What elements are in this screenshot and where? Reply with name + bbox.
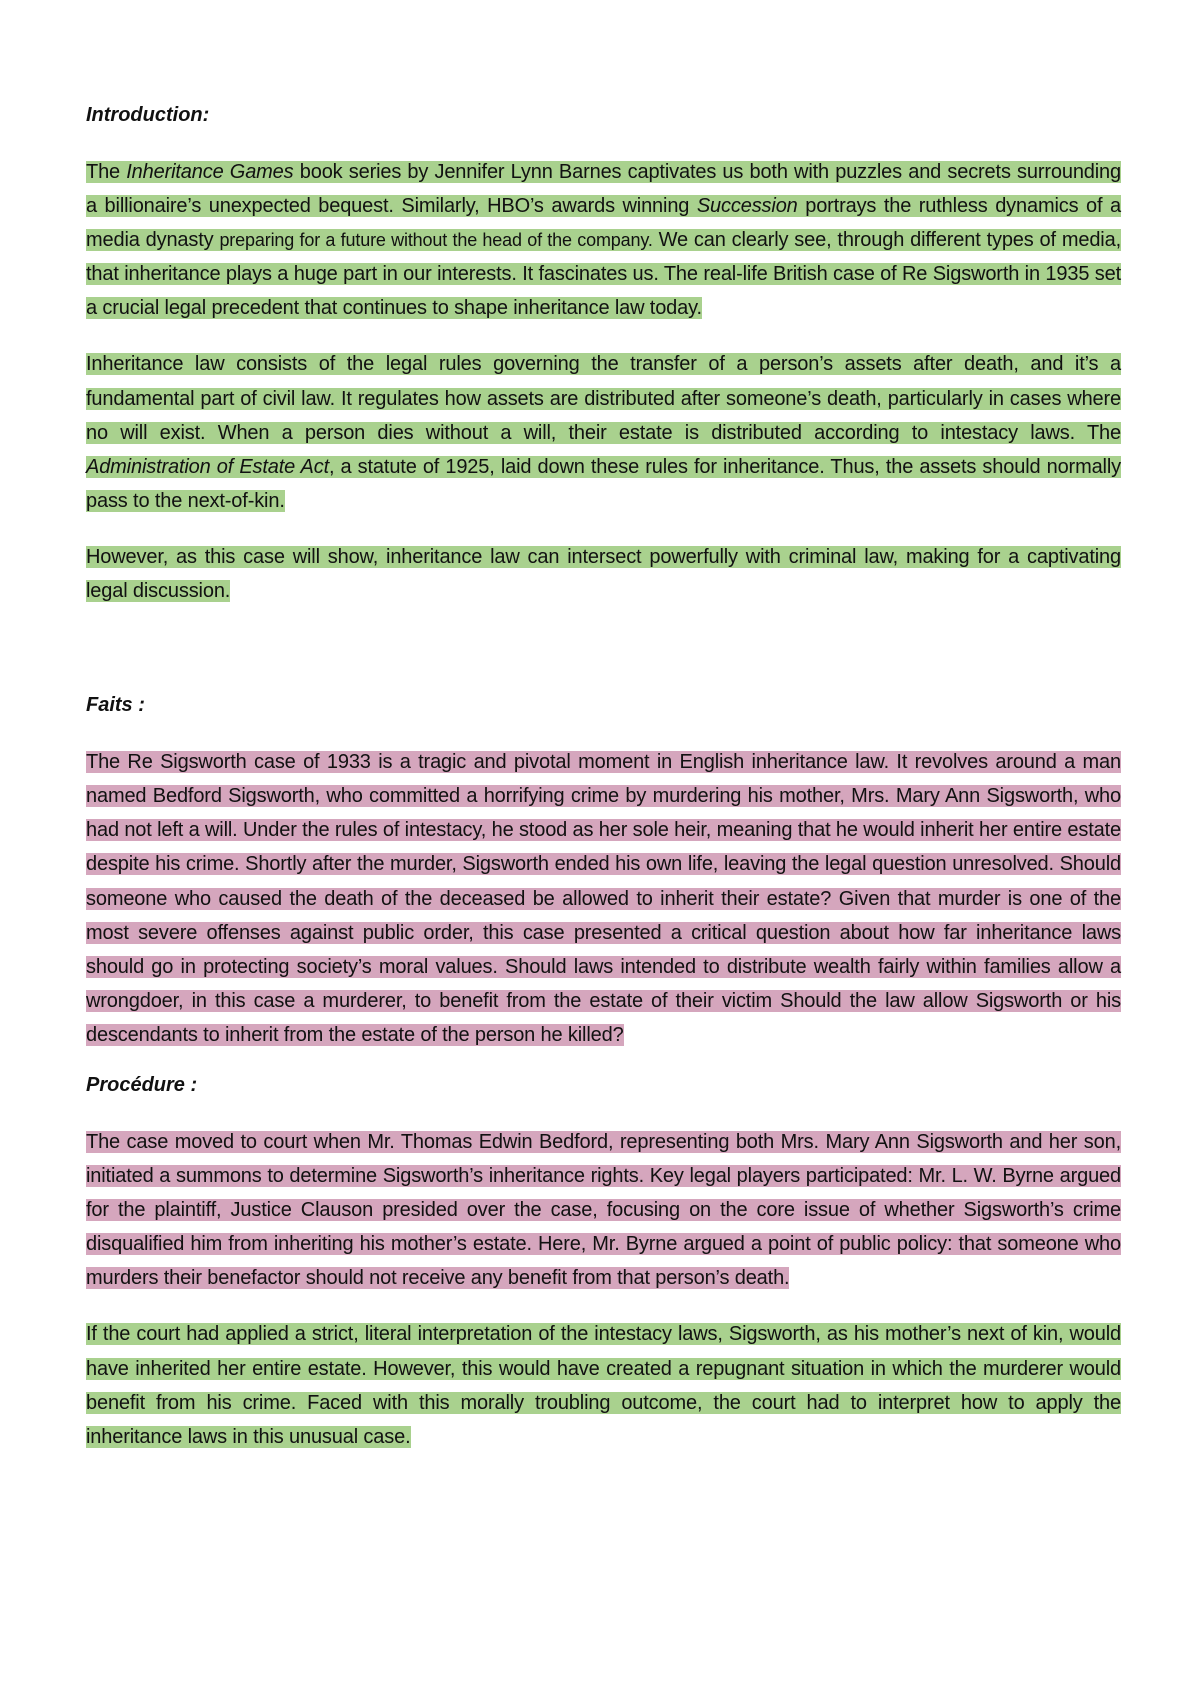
text-run-small: preparing for a future without the head of the company. bbox=[219, 230, 653, 251]
text-run: portrays the ruthless dynamics of a media dynasty bbox=[86, 195, 1121, 252]
text-run: We can clearly see, through different types of media, that inheritance plays a huge part in our interests. It fascinates us. The real-life British case of Re Sigsworth in 1935 set a crucial legal precedent that continues to shape inheritance law today. bbox=[86, 229, 1121, 320]
highlight bbox=[86, 353, 1121, 511]
procedure-heading: Procédure : bbox=[86, 1073, 198, 1096]
highlight: However, as this case will show, inheritance law can intersect powerfully with criminal law, making for a captivating legal discussion. bbox=[86, 545, 1121, 603]
highlight: The Re Sigsworth case of 1933 is a tragic and pivotal moment in English inheritance law. It revolves around a man named Bedford Sigsworth, who committed a horrifying crime by murdering his mother, Mrs. Mary Ann Sigsworth, who had not left a will. Under the rules of intestacy, he stood as her sole heir, meaning that he would inherit her entire estate despite his crime. Shortly after the murder, Sigsworth ended his own life, leaving the legal question unresolved. Should someone who caused the death of the deceased be allowed to inherit their estate? Given that murder is one of the most severe offenses against public order, this case presented a critical question about how far inheritance laws should go in protecting society’s moral values. Should laws intended to distribute wealth fairly within families allow a wrongdoer, in this case a murderer, to benefit from the estate of their victim Should the law allow Sigsworth or his descendants to inherit from the estate of the person he killed? bbox=[86, 751, 1121, 1046]
procedure-paragraph-1 bbox=[86, 1125, 1121, 1295]
faits-paragraph-1 bbox=[86, 745, 1121, 1052]
introduction-paragraph-3 bbox=[86, 540, 1121, 608]
introduction-paragraph-1 bbox=[86, 155, 1121, 325]
text-run: , a statute of 1925, laid down these rules for inheritance. Thus, the assets should normally pass to the next-of-kin. bbox=[86, 455, 1121, 512]
book-title: Inheritance Games bbox=[126, 161, 294, 183]
text-run: Inheritance law consists of the legal rules governing the transfer of a person’s assets after death, and it’s a fundamental part of civil law. It regulates how assets are distributed after someone’s death, particularly in cases where no will exist. When a person dies without a will, their estate is distributed according to intestacy laws. The bbox=[86, 353, 1121, 444]
faits-heading: Faits : bbox=[86, 694, 145, 717]
highlight: The case moved to court when Mr. Thomas Edwin Bedford, representing both Mrs. Mary Ann Sigsworth and her son, initiated a summons to determine Sigsworth’s inheritance rights. Key legal players participated: Mr. L. W. Byrne argued for the plaintiff, Justice Clauson presided over the case, focusing on the core issue of whether Sigsworth’s crime disqualified him from inheriting his mother’s estate. Here, Mr. Byrne argued a point of public policy: that someone who murders their benefactor should not receive any benefit from that person’s death. bbox=[86, 1130, 1121, 1290]
highlight bbox=[86, 161, 1121, 319]
statute-title: Administration of Estate Act bbox=[86, 455, 329, 478]
document-page bbox=[86, 100, 1121, 1454]
procedure-paragraph-2 bbox=[86, 1317, 1121, 1453]
introduction-paragraph-2 bbox=[86, 347, 1121, 517]
highlight: If the court had applied a strict, literal interpretation of the intestacy laws, Sigsworth, as his mother’s next of kin, would have inherited her entire estate. However, this would have created a repugnant situation in which the murderer would benefit from his crime. Faced with this morally troubling outcome, the court had to interpret how to apply the inheritance laws in this unusual case. bbox=[86, 1323, 1121, 1448]
introduction-heading: Introduction: bbox=[86, 104, 210, 126]
text-run: book series by Jennifer Lynn Barnes captivates us both with puzzles and secrets surrounding a billionaire’s unexpected bequest. Similarly, HBO’s awards winning bbox=[86, 161, 1121, 218]
show-title: Succession bbox=[696, 195, 798, 218]
text-run: The bbox=[86, 161, 127, 183]
